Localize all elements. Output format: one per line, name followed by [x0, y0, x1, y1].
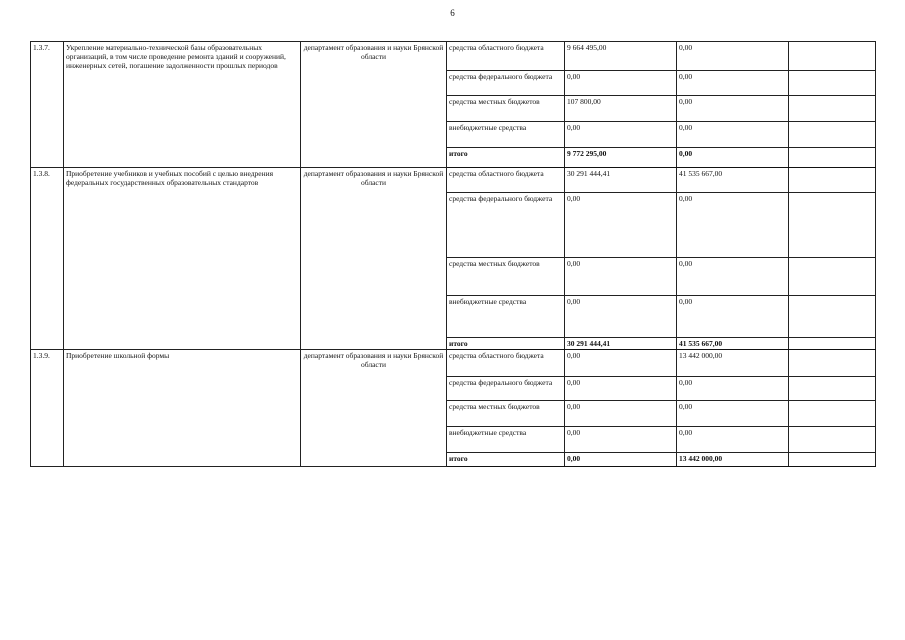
amount-col-1: 0,00: [565, 453, 677, 467]
empty-cell: [789, 350, 876, 377]
funding-source: внебюджетные средства: [447, 296, 565, 338]
amount-col-1: 0,00: [565, 350, 677, 377]
funding-source: средства федерального бюджета: [447, 193, 565, 258]
amount-col-2: 41 535 667,00: [677, 338, 789, 350]
item-number: 1.3.7.: [31, 42, 64, 168]
empty-cell: [789, 453, 876, 467]
amount-col-1: 0,00: [565, 258, 677, 296]
amount-col-1: 0,00: [565, 193, 677, 258]
empty-cell: [789, 96, 876, 122]
amount-col-1: 30 291 444,41: [565, 168, 677, 193]
funding-row: [31, 168, 876, 193]
empty-cell: [789, 258, 876, 296]
item-name: Укрепление материально-технической базы образовательных организаций, в том числе проведение ремонта зданий и сооружений, инженерных сетей, погашение задолженности прошлых периодов: [64, 42, 301, 168]
amount-col-2: 0,00: [677, 193, 789, 258]
funding-source: итого: [447, 338, 565, 350]
responsible-executor: департамент образования и науки Брянской области: [301, 350, 447, 467]
funding-row: [31, 350, 876, 377]
funding-row: [31, 42, 876, 71]
funding-source: средства областного бюджета: [447, 350, 565, 377]
empty-cell: [789, 42, 876, 71]
amount-col-2: 0,00: [677, 96, 789, 122]
page-number: 6: [450, 8, 455, 18]
amount-col-2: 0,00: [677, 401, 789, 427]
amount-col-1: 0,00: [565, 401, 677, 427]
item-number: 1.3.8.: [31, 168, 64, 350]
item-number: 1.3.9.: [31, 350, 64, 467]
amount-col-1: 0,00: [565, 71, 677, 96]
funding-source: средства федерального бюджета: [447, 71, 565, 96]
amount-col-1: 0,00: [565, 296, 677, 338]
amount-col-1: 9 664 495,00: [565, 42, 677, 71]
funding-source: внебюджетные средства: [447, 122, 565, 148]
empty-cell: [789, 122, 876, 148]
funding-source: средства местных бюджетов: [447, 258, 565, 296]
empty-cell: [789, 296, 876, 338]
empty-cell: [789, 193, 876, 258]
funding-source: внебюджетные средства: [447, 427, 565, 453]
funding-source: средства местных бюджетов: [447, 96, 565, 122]
funding-source: средства местных бюджетов: [447, 401, 565, 427]
empty-cell: [789, 148, 876, 168]
item-name: Приобретение школьной формы: [64, 350, 301, 467]
amount-col-2: 0,00: [677, 427, 789, 453]
amount-col-2: 0,00: [677, 71, 789, 96]
amount-col-2: 0,00: [677, 377, 789, 401]
amount-col-2: 0,00: [677, 148, 789, 168]
empty-cell: [789, 168, 876, 193]
funding-source: итого: [447, 453, 565, 467]
responsible-executor: департамент образования и науки Брянской области: [301, 168, 447, 350]
empty-cell: [789, 71, 876, 96]
amount-col-1: 107 800,00: [565, 96, 677, 122]
amount-col-2: 0,00: [677, 122, 789, 148]
funding-source: средства областного бюджета: [447, 42, 565, 71]
amount-col-1: 30 291 444,41: [565, 338, 677, 350]
responsible-executor: департамент образования и науки Брянской области: [301, 42, 447, 168]
item-name: Приобретение учебников и учебных пособий с целью внедрения федеральных государственных образовательных стандартов: [64, 168, 301, 350]
amount-col-2: 0,00: [677, 42, 789, 71]
amount-col-2: 41 535 667,00: [677, 168, 789, 193]
amount-col-1: 0,00: [565, 122, 677, 148]
empty-cell: [789, 338, 876, 350]
funding-source: средства областного бюджета: [447, 168, 565, 193]
amount-col-1: 0,00: [565, 427, 677, 453]
empty-cell: [789, 377, 876, 401]
amount-col-2: 0,00: [677, 296, 789, 338]
empty-cell: [789, 427, 876, 453]
amount-col-2: 13 442 000,00: [677, 453, 789, 467]
amount-col-1: 0,00: [565, 377, 677, 401]
amount-col-2: 13 442 000,00: [677, 350, 789, 377]
amount-col-1: 9 772 295,00: [565, 148, 677, 168]
empty-cell: [789, 401, 876, 427]
amount-col-2: 0,00: [677, 258, 789, 296]
funding-source: средства федерального бюджета: [447, 377, 565, 401]
budget-table: [30, 41, 876, 467]
funding-source: итого: [447, 148, 565, 168]
